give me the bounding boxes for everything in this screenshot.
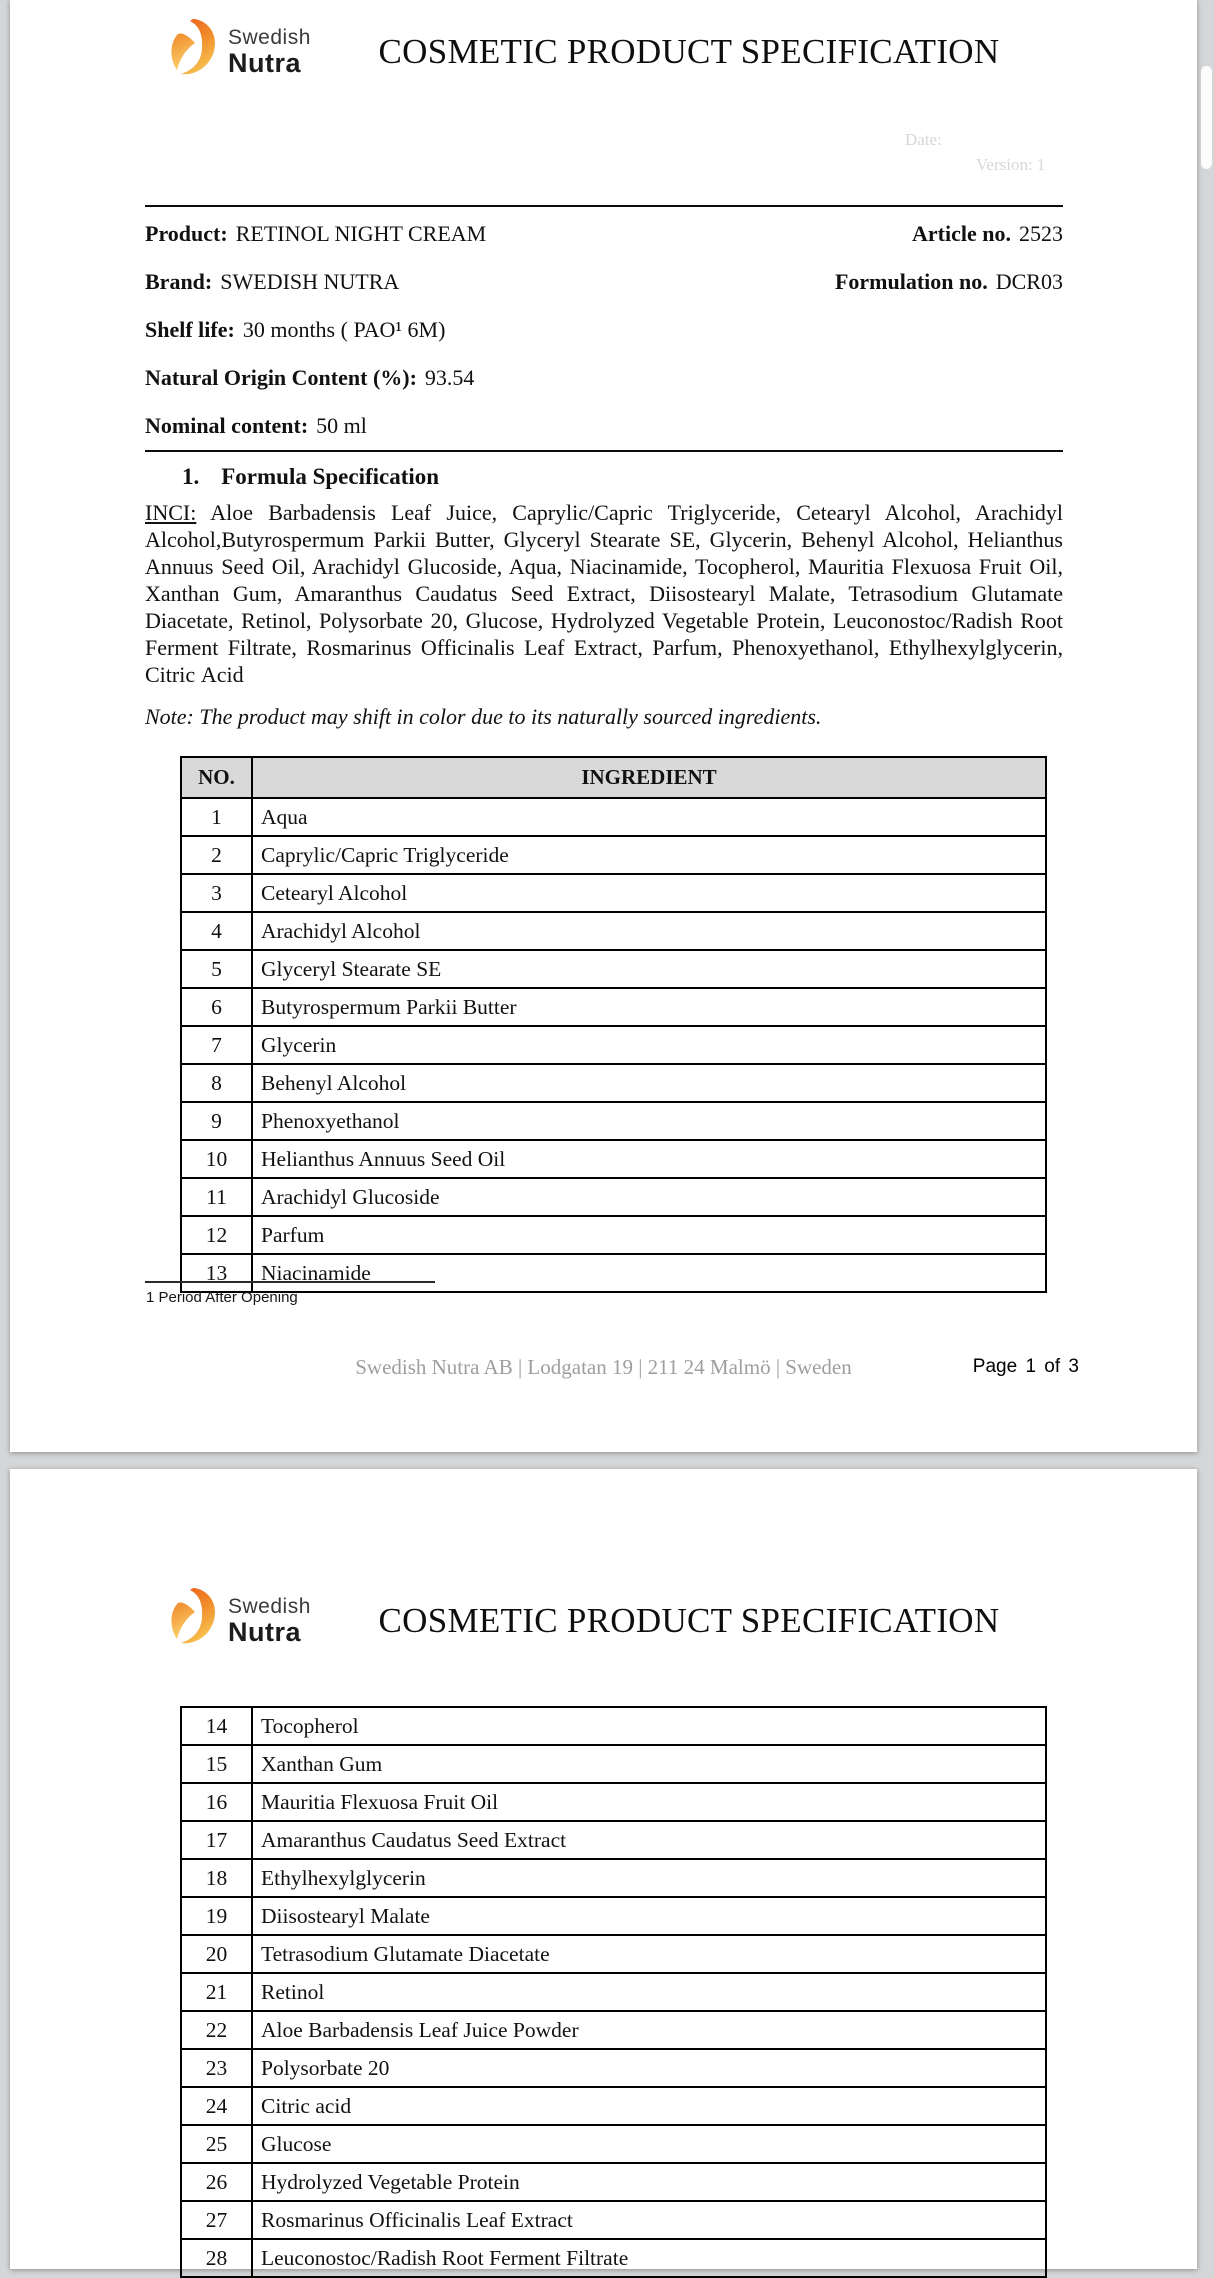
article-line xyxy=(912,220,1063,248)
row-number: 17 xyxy=(181,1821,252,1859)
table-row xyxy=(181,1216,1046,1254)
table-row xyxy=(181,2125,1046,2163)
row-number: 25 xyxy=(181,2125,252,2163)
table-row xyxy=(181,2011,1046,2049)
table-row xyxy=(181,1707,1046,1745)
row-ingredient: Amaranthus Caudatus Seed Extract xyxy=(252,1821,1046,1859)
product-value: RETINOL NIGHT CREAM xyxy=(235,221,487,246)
row-number: 20 xyxy=(181,1935,252,1973)
inci-text: Aloe Barbadensis Leaf Juice, Caprylic/Capric Triglyceride, Cetearyl Alcohol, Arachidyl Alcohol,Butyrospermum Parkii Butter, Glyceryl Stearate SE, Glycerin, Behenyl Alcohol, Helianthus Annuus Seed Oil, Arachidyl Glucoside, Aqua, Niacinamide, Tocopherol, Mauritia Flexuosa Fruit Oil, Xanthan Gum, Amaranthus Caudatus Seed Extract, Diisostearyl Malate, Tetrasodium Glutamate Diacetate, Retinol, Polysorbate 20, Glucose, Hydrolyzed Vegetable Protein, Leuconostoc/Radish Root Ferment Filtrate, Rosmarinus Officinalis Leaf Extract, Parfum, Phenoxyethanol, Ethylhexylglycerin, Citric Acid xyxy=(145,500,1063,687)
row-ingredient: Helianthus Annuus Seed Oil xyxy=(252,1140,1046,1178)
info-row-shelf-life xyxy=(145,316,1063,344)
natural-origin-value: 93.54 xyxy=(424,365,475,390)
table-row xyxy=(181,1102,1046,1140)
logo-word-nutra: Nutra xyxy=(228,1616,302,1647)
row-number: 13 xyxy=(181,1254,252,1292)
brand-label: Brand: xyxy=(145,269,213,294)
row-ingredient: Butyrospermum Parkii Butter xyxy=(252,988,1046,1026)
table-row xyxy=(181,1178,1046,1216)
table-row xyxy=(181,2087,1046,2125)
row-number: 3 xyxy=(181,874,252,912)
ingredient-table-page1 xyxy=(180,756,1047,1293)
row-number: 11 xyxy=(181,1178,252,1216)
nominal-content-line xyxy=(145,412,367,440)
row-ingredient: Glycerin xyxy=(252,1026,1046,1064)
footer-page-number: Page 1 of 3 xyxy=(972,1356,1079,1377)
natural-origin-label: Natural Origin Content (%): xyxy=(145,365,417,390)
ingredient-table-page2 xyxy=(180,1706,1047,2278)
row-number: 28 xyxy=(181,2239,252,2277)
row-ingredient: Leuconostoc/Radish Root Ferment Filtrate xyxy=(252,2239,1046,2277)
table-row xyxy=(181,2201,1046,2239)
row-ingredient: Arachidyl Alcohol xyxy=(252,912,1046,950)
shelf-life-line xyxy=(145,316,445,344)
column-header-no: NO. xyxy=(181,757,252,798)
table-row xyxy=(181,1859,1046,1897)
logo-wordmark xyxy=(228,27,311,77)
swedish-nutra-logo xyxy=(168,1587,311,1654)
row-ingredient: Diisostearyl Malate xyxy=(252,1897,1046,1935)
row-number: 9 xyxy=(181,1102,252,1140)
ingredient-rows-page2 xyxy=(181,1707,1046,2277)
row-ingredient: Rosmarinus Officinalis Leaf Extract xyxy=(252,2201,1046,2239)
table-row xyxy=(181,2239,1046,2277)
row-ingredient: Niacinamide xyxy=(252,1254,1046,1292)
row-number: 16 xyxy=(181,1783,252,1821)
info-row-nominal-content xyxy=(145,412,1063,440)
row-ingredient: Aloe Barbadensis Leaf Juice Powder xyxy=(252,2011,1046,2049)
row-number: 23 xyxy=(181,2049,252,2087)
page1-header xyxy=(168,18,1067,85)
row-number: 19 xyxy=(181,1897,252,1935)
row-number: 4 xyxy=(181,912,252,950)
row-ingredient: Polysorbate 20 xyxy=(252,2049,1046,2087)
formula-specification-heading xyxy=(182,464,439,490)
logo-wordmark xyxy=(228,1596,311,1646)
row-number: 26 xyxy=(181,2163,252,2201)
ingredient-rows-page1 xyxy=(181,798,1046,1292)
row-ingredient: Citric acid xyxy=(252,2087,1046,2125)
row-ingredient: Arachidyl Glucoside xyxy=(252,1178,1046,1216)
row-number: 7 xyxy=(181,1026,252,1064)
swedish-nutra-logo xyxy=(168,18,311,85)
table-row xyxy=(181,988,1046,1026)
product-info-section xyxy=(145,205,1063,452)
row-ingredient: Tocopherol xyxy=(252,1707,1046,1745)
table-row xyxy=(181,836,1046,874)
shelf-life-value: 30 months ( PAO¹ 6M) xyxy=(242,317,446,342)
footnote-text: 1 Period After Opening xyxy=(146,1289,298,1306)
row-ingredient: Retinol xyxy=(252,1973,1046,2011)
table-row xyxy=(181,950,1046,988)
table-row xyxy=(181,1745,1046,1783)
info-row-brand xyxy=(145,268,1063,296)
row-ingredient: Aqua xyxy=(252,798,1046,836)
row-number: 5 xyxy=(181,950,252,988)
table-row xyxy=(181,2163,1046,2201)
row-number: 14 xyxy=(181,1707,252,1745)
document-page-2 xyxy=(10,1469,1197,2269)
row-ingredient: Mauritia Flexuosa Fruit Oil xyxy=(252,1783,1046,1821)
row-ingredient: Behenyl Alcohol xyxy=(252,1064,1046,1102)
row-ingredient: Glucose xyxy=(252,2125,1046,2163)
watermark-version-label: Version: 1 xyxy=(976,155,1046,174)
logo-swoosh-icon xyxy=(168,18,218,85)
formulation-value: DCR03 xyxy=(995,269,1063,294)
formulation-line xyxy=(835,268,1063,296)
page2-header xyxy=(168,1587,1067,1654)
table-row xyxy=(181,1140,1046,1178)
column-header-ingredient: INGREDIENT xyxy=(252,757,1046,798)
natural-origin-line xyxy=(145,364,474,392)
heading-text: Formula Specification xyxy=(221,464,440,489)
footer-address: Swedish Nutra AB | Lodgatan 19 | 211 24 Malmö | Sweden xyxy=(355,1355,852,1379)
table-row xyxy=(181,1897,1046,1935)
table-header-row xyxy=(181,757,1046,798)
logo-swoosh-icon xyxy=(168,1587,218,1654)
inci-label: INCI: xyxy=(145,500,197,525)
table-row xyxy=(181,1026,1046,1064)
row-number: 8 xyxy=(181,1064,252,1102)
footnote-divider xyxy=(145,1281,435,1283)
document-page-1 xyxy=(10,0,1197,1452)
row-number: 12 xyxy=(181,1216,252,1254)
logo-word-swedish: Swedish xyxy=(228,1594,311,1618)
brand-line xyxy=(145,268,399,296)
table-row xyxy=(181,1064,1046,1102)
row-ingredient: Phenoxyethanol xyxy=(252,1102,1046,1140)
row-ingredient: Cetearyl Alcohol xyxy=(252,874,1046,912)
table-row xyxy=(181,2049,1046,2087)
heading-number: 1. xyxy=(182,464,200,489)
document-title: COSMETIC PRODUCT SPECIFICATION xyxy=(378,1600,1000,1640)
table-row xyxy=(181,1973,1046,2011)
shelf-life-label: Shelf life: xyxy=(145,317,235,342)
row-ingredient: Caprylic/Capric Triglyceride xyxy=(252,836,1046,874)
row-number: 21 xyxy=(181,1973,252,2011)
color-shift-note: Note: The product may shift in color due to its naturally sourced ingredients. xyxy=(145,704,822,729)
product-label: Product: xyxy=(145,221,228,246)
table-row xyxy=(181,912,1046,950)
logo-word-swedish: Swedish xyxy=(228,25,311,49)
row-number: 18 xyxy=(181,1859,252,1897)
row-ingredient: Tetrasodium Glutamate Diacetate xyxy=(252,1935,1046,1973)
info-row-product xyxy=(145,220,1063,248)
row-number: 10 xyxy=(181,1140,252,1178)
row-number: 6 xyxy=(181,988,252,1026)
row-ingredient: Ethylhexylglycerin xyxy=(252,1859,1046,1897)
article-value: 2523 xyxy=(1019,221,1063,246)
inci-paragraph xyxy=(145,499,1063,688)
row-number: 22 xyxy=(181,2011,252,2049)
row-ingredient: Hydrolyzed Vegetable Protein xyxy=(252,2163,1046,2201)
info-row-natural-origin xyxy=(145,364,1063,392)
document-title: COSMETIC PRODUCT SPECIFICATION xyxy=(378,31,1000,71)
scrollbar-thumb[interactable] xyxy=(1201,66,1212,169)
brand-value: SWEDISH NUTRA xyxy=(220,269,400,294)
table-row xyxy=(181,874,1046,912)
row-number: 24 xyxy=(181,2087,252,2125)
table-row xyxy=(181,1821,1046,1859)
product-line xyxy=(145,220,486,248)
row-number: 27 xyxy=(181,2201,252,2239)
article-label: Article no. xyxy=(912,221,1011,246)
formulation-label: Formulation no. xyxy=(834,269,988,294)
table-row xyxy=(181,1935,1046,1973)
nominal-content-label: Nominal content: xyxy=(145,413,309,438)
table-row xyxy=(181,1783,1046,1821)
table-row xyxy=(181,1254,1046,1292)
row-ingredient: Xanthan Gum xyxy=(252,1745,1046,1783)
row-number: 2 xyxy=(181,836,252,874)
nominal-content-value: 50 ml xyxy=(316,413,367,438)
table-row xyxy=(181,798,1046,836)
row-number: 1 xyxy=(181,798,252,836)
logo-word-nutra: Nutra xyxy=(228,47,302,78)
row-number: 15 xyxy=(181,1745,252,1783)
watermark-date-label: Date: xyxy=(905,130,942,149)
row-ingredient: Parfum xyxy=(252,1216,1046,1254)
row-ingredient: Glyceryl Stearate SE xyxy=(252,950,1046,988)
